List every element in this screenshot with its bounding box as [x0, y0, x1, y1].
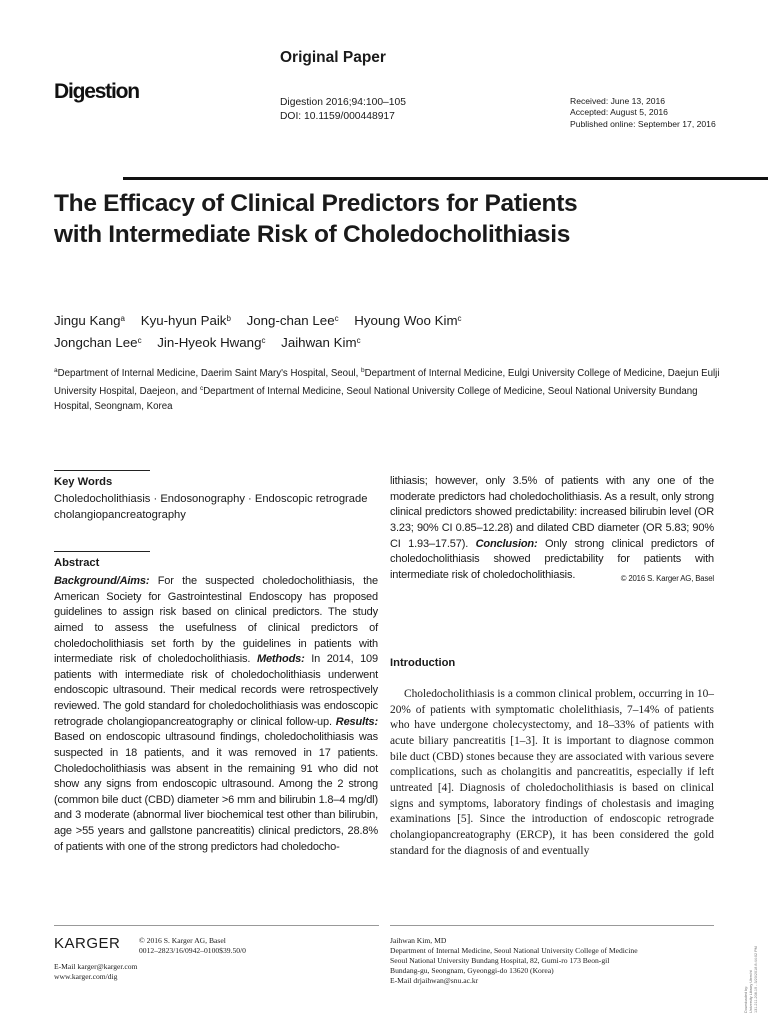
author-list [54, 310, 714, 354]
download-stamp-text: Downloaded by: University Library Utrecht 131.211.208.19 - 3/20/2018 8:44:02 PM [744, 946, 758, 1013]
corr-city: Bundang-gu, Seongnam, Gyeonggi-do 13620 (Korea) [390, 966, 554, 975]
paper-type: Original Paper [280, 49, 386, 66]
doi[interactable]: DOI: 10.1159/000448917 [280, 110, 395, 122]
author: Jaihwan Kim$^c$ [281, 335, 361, 350]
title-rule [123, 177, 768, 180]
footer-copyright [139, 936, 246, 956]
dates-block [570, 96, 716, 130]
footer-rule-right [390, 925, 714, 926]
author: Hyoung Woo Kim$^c$ [354, 313, 462, 328]
publisher-website[interactable]: www.karger.com/dig [54, 972, 118, 981]
download-stamp [742, 895, 766, 1020]
corr-hospital: Seoul National University Bundang Hospital, 82, Gumi-ro 173 Beon-gil [390, 956, 610, 965]
issn-line: 0012–2823/16/0942–0100$39.50/0 [139, 946, 246, 955]
article-title: The Efficacy of Clinical Predictors for Patients with Intermediate Risk of Choledocholithiasis [54, 190, 578, 248]
author: Jin-Hyeok Hwang$^c$ [157, 335, 266, 350]
published-date: Published online: September 17, 2016 [570, 118, 716, 129]
received-date: Received: June 13, 2016 [570, 96, 666, 106]
footer-rule-left [54, 925, 379, 926]
abstract-copyright: © 2016 S. Karger AG, Basel [620, 573, 714, 583]
accepted-date: Accepted: August 5, 2016 [570, 107, 668, 118]
keywords-text: Choledocholithiasis · Endosonography · Endoscopic retrograde cholangiopancreatography [54, 493, 368, 521]
correspondence [390, 936, 638, 986]
author: Jingu Kang$^a$ [54, 313, 125, 328]
author: Jongchan Lee$^c$ [54, 335, 142, 350]
author: Jong-chan Lee$^c$ [246, 313, 339, 328]
journal-logo: Digestion [54, 80, 139, 103]
introduction-text: Choledocholithiasis is a common clinical problem, occurring in 10–20% of patients with symptomatic cholelithiasis, 7–14% of patients who have undergone cholecystectomy, and 18–33% of patients with acute biliary pancreatitis [1–3]. It is important to diagnose common bile duct (CBD) stones because they are associated with various severe complications, such as cholangitis and pancreatitis, especially if left untreated [4]. Diagnosis of choledocholithiasis is based on clinical signs and symptoms, laboratory findings of cholestasis and imaging examinations [5]. Since the introduction of endoscopic retrograde cholangiopancreatography (ERCP), it has been considered the gold standard for the diagnosis of and eventually [390, 688, 714, 857]
affiliations: $^a$Department of Internal Medicine, Daerim Saint Mary's Hospital, Seoul, $^b$Department of Internal Medicine, Eulgi University College of Medicine, Daejun Eulji University Hospital, Daejeon, and $^c$Department of Internal Medicine, Seoul National University College of Medicine, Seoul National University Bundang Hospital, Seongnam, Korea [54, 367, 720, 413]
citation-block [280, 96, 406, 123]
abstract-continued: lithiasis; however, only 3.5% of patients with any one of the moderate predictors had choledocholithiasis. As a result, only strong clinical predictors showed predictability: increased bilirubin level (OR 3.23; 90% CI 0.85–12.28) and dilated CBD diameter (OR 5.83; 90% CI 1.93–17.57). Conclusion: Only strong clinical predictors of choledocholithiasis showed predictability for patients with intermediate risk of choledocholithiasis. © 2016 S. Karger AG, Basel [390, 474, 714, 586]
introduction-heading: Introduction [390, 657, 456, 669]
author: Kyu-hyun Paik$^b$ [140, 313, 231, 328]
corr-email[interactable]: E-Mail drjaihwan@snu.ac.kr [390, 976, 479, 985]
keywords-heading: Key Words [54, 476, 113, 488]
abstract-heading: Abstract [54, 557, 100, 569]
keywords-rule [54, 470, 150, 471]
citation: Digestion 2016;94:100–105 [280, 97, 406, 108]
abstract-text: Background/Aims: For the suspected choledocholithiasis, the American Society for Gastrointestinal Endoscopy has proposed guidelines to assign risk based on clinical predictors. The study aimed to assess the usefulness of clinical predictors of choledocholithiasis set forth by the guidelines in patients with intermediate risk of choledocholithiasis. Methods: In 2014, 109 patients with intermediate risk of choledocholithiasis underwent endoscopic ultrasound. Their medical records were retrospectively reviewed. The gold standard for choledocholithiasis was endoscopic retrograde cholangiopancreatography or clinical follow-up. Results: Based on endoscopic ultrasound findings, choledocholithiasis was suspected in 18 patients, and it was removed in 17 patients. Choledocholithiasis was absent in the remaining 91 who did not show any signs from endoscopic ultrasound. Among the 2 strong (common bile duct (CBD) diameter >6 mm and bilirubin 1.8–4 mg/dl) and 3 moderate (abnormal liver biochemical test other than bilirubin, age >55 years and gallstone pancreatitis) clinical predictors, 28.8% of patients with one of the strong predictors had choledocho- [54, 575, 378, 853]
corr-department: Department of Internal Medicine, Seoul National University College of Medicine [390, 946, 638, 955]
corr-name: Jaihwan Kim, MD [390, 936, 447, 945]
copyright-line: © 2016 S. Karger AG, Basel [139, 936, 226, 945]
publisher-logo: KARGER [54, 935, 121, 952]
publisher-contact [54, 962, 137, 982]
abstract-rule [54, 551, 150, 552]
publisher-email[interactable]: E-Mail karger@karger.com [54, 962, 138, 971]
